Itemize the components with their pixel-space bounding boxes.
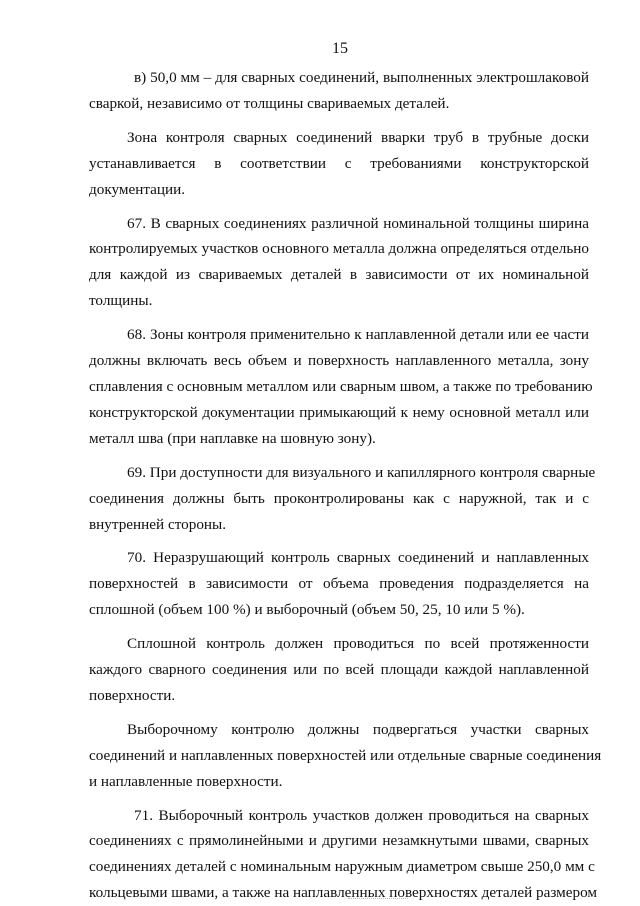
text-line: сплавления с основным металлом или сварным швом, а также по требованию [89, 377, 593, 395]
paragraph-70 [89, 545, 589, 623]
text-line: Зона контроля сварных соединений вварки труб в трубные доски [127, 128, 589, 146]
text-line: Сплошной контроль должен проводиться по всей протяженности [127, 635, 589, 653]
text-line: поверхностей в зависимости от объема проведения подразделяется на [89, 575, 589, 593]
paragraph-selective-control [89, 717, 602, 795]
document-body [89, 65, 602, 906]
text-line: соединениях с прямолинейными и другими незамкнутыми швами, сварных [89, 832, 589, 850]
text-line: толщины. [89, 292, 153, 310]
paragraph-71 [89, 803, 598, 906]
text-line: в) 50,0 мм – для сварных соединений, выполненных электрошлаковой [134, 69, 589, 86]
text-line: поверхности. [89, 686, 176, 704]
text-line: документации. [89, 180, 186, 198]
paragraph-67 [89, 211, 589, 315]
text-line: устанавливается в соответствии с требованиями конструкторской [89, 154, 589, 172]
text-line: конструкторской документации примыкающий к нему основной металл или [89, 403, 589, 421]
text-line: для каждой из свариваемых деталей в зависимости от их номинальной [89, 266, 589, 284]
text-line: 68. Зоны контроля применительно к наплавленной детали или ее части [127, 326, 589, 344]
text-line: 67. В сварных соединениях различной номинальной толщины ширина [127, 214, 589, 232]
text-line: должны включать весь объем и поверхность наплавленного металла, зону [89, 352, 589, 370]
text-line: 70. Неразрушающий контроль сварных соединений и наплавленных [127, 549, 589, 567]
paragraph-item-v [89, 65, 589, 117]
text-line: каждого сварного соединения или по всей площади каждой наплавленной [89, 661, 589, 679]
text-line: внутренней стороны. [89, 515, 227, 533]
text-line: Выборочному контролю должны подвергаться участки сварных [127, 720, 589, 738]
paragraph-68 [89, 322, 593, 452]
page-number: 15 [332, 40, 348, 57]
text-line: сплошной (объем 100 %) и выборочный (объем 50, 25, 10 или 5 %). [89, 601, 525, 619]
paragraph-solid-control [89, 631, 589, 709]
paragraph-69 [89, 460, 596, 538]
text-line: 69. При доступности для визуального и капиллярного контроля сварные [127, 463, 596, 481]
text-line: кольцевыми швами, а также на наплавленных поверхностях деталей размером [89, 884, 598, 902]
text-line: соединения должны быть проконтролированы как с наружной, так и с [89, 489, 589, 507]
text-line: сваркой, независимо от толщины свариваемых деталей. [89, 94, 450, 112]
paragraph-zone-control [89, 125, 589, 203]
text-line: соединений и наплавленных поверхностей или отдельные сварные соединения [89, 746, 602, 764]
scan-artifact-mark [348, 898, 408, 902]
text-line: и наплавленные поверхности. [89, 772, 283, 790]
text-line: 71. Выборочный контроль участков должен проводиться на сварных [134, 806, 589, 824]
text-line: соединениях деталей с номинальным наружным диаметром свыше 250,0 мм с [89, 858, 595, 876]
text-line: металл шва (при наплавке на шовную зону). [89, 429, 376, 447]
text-line: контролируемых участков основного металла должна определяться отдельно [89, 240, 589, 258]
